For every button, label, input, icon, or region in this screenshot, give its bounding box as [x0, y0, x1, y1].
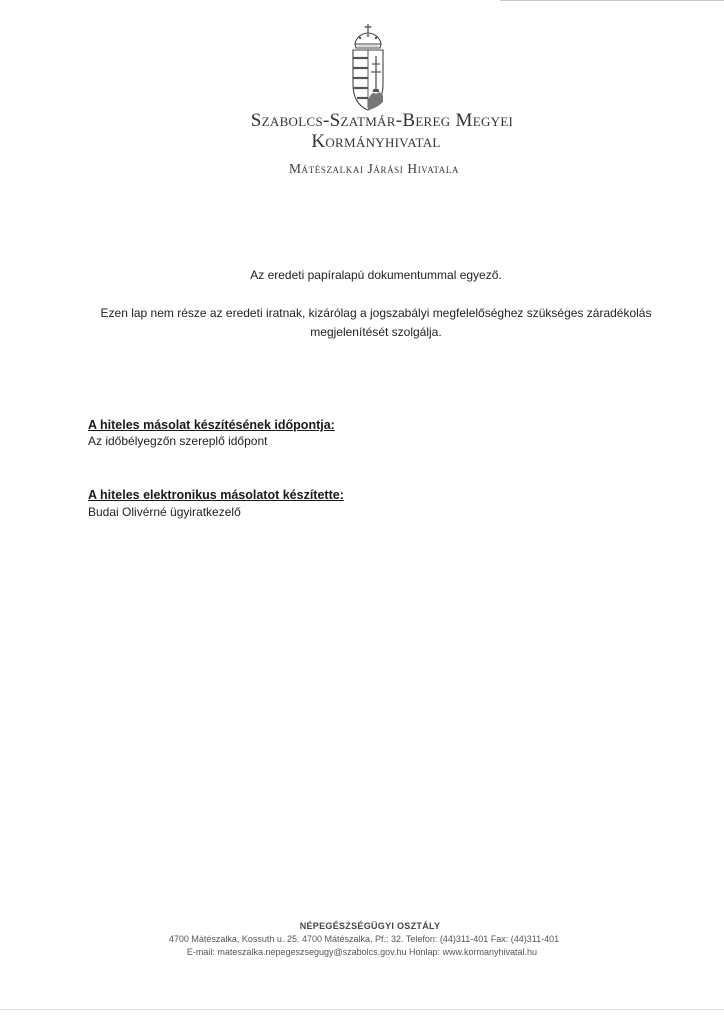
copy-time-value: Az időbélyegzőn szereplő időpont — [88, 434, 268, 448]
footer-contact: E-mail: mateszalka.nepegeszsegugy@szabolcs.gov.hu Honlap: www.kormanyhivatal.hu — [186, 947, 538, 957]
clause-note-line2: megjelenítését szolgálja. — [310, 325, 442, 339]
scan-edge-top — [500, 0, 724, 1]
footer-address: 4700 Mátészalka, Kossuth u. 25. 4700 Mátészalka, Pf.: 32. Telefon: (44)311-401 Fax: (44)311-401 — [168, 934, 560, 944]
org-name-line2: Kormányhivatal — [311, 131, 441, 152]
copy-author-value: Budai Olivérné ügyiratkezelő — [88, 505, 241, 519]
org-name-line1: Szabolcs-Szatmár-Bereg Megyei — [250, 110, 514, 131]
clause-note-line1: Ezen lap nem része az eredeti iratnak, kizárólag a jogszabályi megfelelőséghez szükséges záradékolás — [100, 306, 652, 320]
hungarian-coat-of-arms-icon — [349, 22, 387, 114]
footer-department: NÉPEGÉSZSÉGÜGYI OSZTÁLY — [299, 921, 441, 931]
copy-time-heading: A hiteles másolat készítésének időpontja: — [88, 418, 335, 432]
scan-edge-bottom — [0, 1009, 724, 1010]
certification-statement: Az eredeti papíralapú dokumentummal egyező. — [250, 268, 502, 282]
copy-author-heading: A hiteles elektronikus másolatot készítette: — [88, 488, 344, 502]
org-office-name: Mátészalkai Járási Hivatala — [288, 161, 460, 176]
